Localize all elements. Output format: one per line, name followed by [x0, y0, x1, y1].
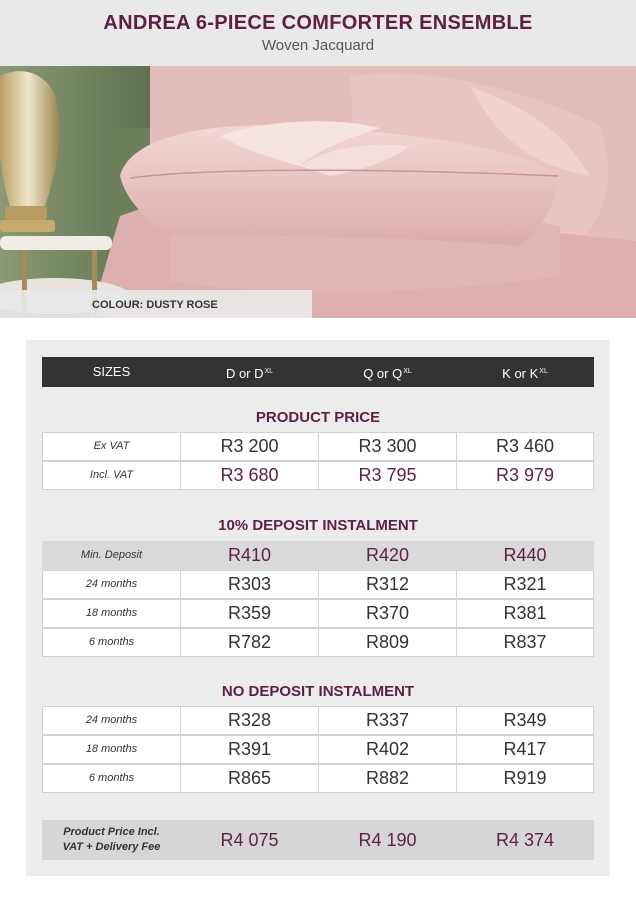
row-label: 18 months — [42, 599, 181, 628]
price-cell: R919 — [456, 764, 594, 793]
price-cell: R328 — [180, 706, 319, 735]
comforter-photo-illustration — [0, 66, 636, 318]
table-row — [42, 628, 594, 657]
price-cell: R337 — [318, 706, 457, 735]
price-cell: R809 — [318, 628, 457, 657]
price-cell: R3 795 — [318, 461, 457, 490]
colour-label — [0, 290, 312, 318]
row-label: 18 months — [42, 735, 181, 764]
table-row — [42, 599, 594, 628]
price-cell: R3 680 — [180, 461, 319, 490]
sizes-label: SIZES — [92, 364, 131, 379]
size-column-king: K or $K^{XL}$ — [502, 366, 548, 381]
total-price-cell: R4 374 — [495, 830, 555, 850]
price-cell: R3 460 — [456, 432, 594, 461]
price-cell: R312 — [318, 570, 457, 599]
price-cell: R303 — [180, 570, 319, 599]
no-deposit-instalment-title: NO DEPOSIT INSTALMENT — [221, 683, 415, 700]
table-row — [42, 764, 594, 793]
total-price-cell: R4 075 — [220, 830, 279, 850]
deposit-instalment-title: 10% DEPOSIT INSTALMENT — [218, 517, 418, 534]
table-row — [42, 706, 594, 735]
table-row — [42, 461, 594, 490]
price-cell: R381 — [456, 599, 594, 628]
table-row — [42, 541, 594, 570]
product-price-title: PRODUCT PRICE — [255, 409, 381, 426]
total-price-cell: R4 190 — [358, 830, 417, 850]
row-label: Min. Deposit — [42, 541, 181, 570]
price-cell: R440 — [456, 541, 594, 570]
total-price-row — [42, 820, 594, 860]
table-row — [42, 570, 594, 599]
table-row — [42, 432, 594, 461]
price-cell: R837 — [456, 628, 594, 657]
price-cell: R882 — [318, 764, 457, 793]
price-cell: R865 — [180, 764, 319, 793]
total-label: Product Price Incl. VAT + Delivery Fee — [62, 826, 161, 853]
row-label: 24 months — [42, 570, 181, 599]
price-cell: R359 — [180, 599, 319, 628]
colour-label-text: COLOUR: DUSTY ROSE — [92, 299, 218, 311]
product-subtitle: Woven Jacquard — [261, 37, 375, 54]
row-label: 6 months — [42, 764, 181, 793]
price-cell: R410 — [180, 541, 319, 570]
size-column-double: D or $D^{XL}$ — [225, 366, 274, 381]
row-label: Incl. VAT — [42, 461, 181, 490]
price-cell: R417 — [456, 735, 594, 764]
price-cell: R3 979 — [456, 461, 594, 490]
price-cell: R420 — [318, 541, 457, 570]
price-cell: R370 — [318, 599, 457, 628]
sizes-header-row — [42, 357, 594, 387]
price-cell: R391 — [180, 735, 319, 764]
product-photo — [0, 66, 636, 318]
row-label: 6 months — [42, 628, 181, 657]
price-cell: R402 — [318, 735, 457, 764]
price-cell: R3 200 — [180, 432, 319, 461]
price-cell: R321 — [456, 570, 594, 599]
price-cell: R782 — [180, 628, 319, 657]
price-cell: R3 300 — [318, 432, 457, 461]
row-label: 24 months — [42, 706, 181, 735]
row-label: Ex VAT — [42, 432, 181, 461]
header — [0, 0, 636, 66]
size-column-queen: Q or $Q^{XL}$ — [363, 366, 412, 381]
product-title: ANDREA 6-PIECE COMFORTER ENSEMBLE — [103, 12, 533, 34]
price-cell: R349 — [456, 706, 594, 735]
table-row — [42, 735, 594, 764]
